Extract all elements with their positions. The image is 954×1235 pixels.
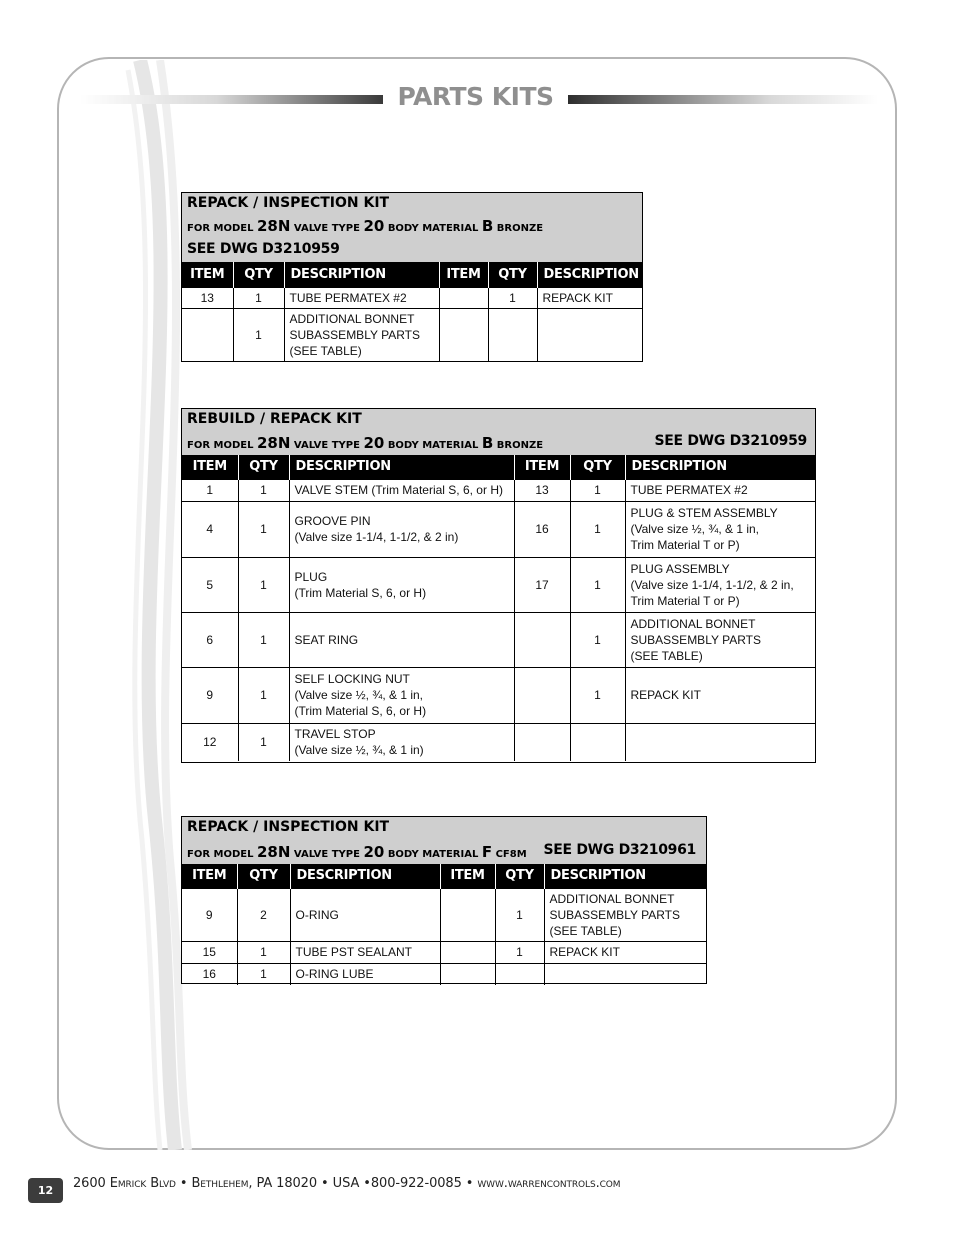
- table-row: [182, 612, 815, 667]
- col-header-description: DESCRIPTION: [537, 262, 642, 287]
- cell-description: [544, 963, 706, 985]
- cell-qty: 1: [570, 612, 625, 667]
- kit-table-repack-inspection-bronze: [181, 192, 643, 362]
- cell-description: [537, 308, 642, 361]
- cell-qty: [495, 963, 544, 985]
- table-header-row: [182, 864, 706, 888]
- cell-description: ADDITIONAL BONNET SUBASSEMBLY PARTS (SEE TABLE): [544, 888, 706, 941]
- cell-item: 12: [182, 723, 238, 761]
- cell-item: [440, 941, 495, 963]
- cell-item: 17: [514, 557, 570, 612]
- cell-item: 5: [182, 557, 238, 612]
- cell-qty: 1: [570, 479, 625, 501]
- cell-qty: [570, 723, 625, 761]
- table-row: [182, 941, 706, 963]
- col-header-qty: QTY: [570, 455, 625, 479]
- cell-description: TRAVEL STOP (Valve size ½, ¾, & 1 in): [289, 723, 514, 761]
- cell-description: PLUG & STEM ASSEMBLY (Valve size ½, ¾, & 1 in, Trim Material T or P): [625, 501, 815, 557]
- kit-header: [182, 409, 815, 455]
- table-row: [182, 888, 706, 941]
- cell-item: [440, 963, 495, 985]
- cell-item: 6: [182, 612, 238, 667]
- cell-qty: 1: [233, 308, 284, 361]
- cell-description: ADDITIONAL BONNET SUBASSEMBLY PARTS (SEE TABLE): [284, 308, 439, 361]
- cell-description: PLUG ASSEMBLY (Valve size 1-1/4, 1-1/2, & 2 in, Trim Material T or P): [625, 557, 815, 612]
- kit-model-line: FOR MODEL 28N VALVE TYPE 20 BODY MATERIAL F CF8M: [187, 843, 527, 861]
- kit-drawing-reference: SEE DWG D3210959: [654, 433, 807, 449]
- page-number-badge: 12: [28, 1178, 63, 1203]
- cell-qty: 1: [570, 667, 625, 723]
- title-bar-right: [568, 95, 878, 104]
- cell-qty: 1: [570, 557, 625, 612]
- cell-qty: 1: [238, 479, 289, 501]
- kit-drawing-reference: SEE DWG D3210961: [543, 842, 696, 858]
- cell-item: [439, 308, 488, 361]
- cell-item: 13: [514, 479, 570, 501]
- table-row: [182, 479, 815, 501]
- col-header-description: DESCRIPTION: [284, 262, 439, 287]
- cell-item: 4: [182, 501, 238, 557]
- col-header-description: DESCRIPTION: [290, 864, 440, 888]
- cell-description: REPACK KIT: [544, 941, 706, 963]
- kit-drawing-reference: SEE DWG D3210959: [187, 241, 340, 257]
- cell-description: [625, 723, 815, 761]
- kit-model-line: FOR MODEL 28N VALVE TYPE 20 BODY MATERIAL B BRONZE: [187, 434, 544, 452]
- cell-description: GROOVE PIN (Valve size 1-1/4, 1-1/2, & 2 in): [289, 501, 514, 557]
- col-header-item: ITEM: [182, 864, 237, 888]
- col-header-qty: QTY: [488, 262, 537, 287]
- title-bar-left: [80, 95, 383, 104]
- cell-item: 9: [182, 667, 238, 723]
- col-header-description: DESCRIPTION: [625, 455, 815, 479]
- col-header-item: ITEM: [182, 262, 233, 287]
- table-header-row: [182, 455, 815, 479]
- cell-item: [514, 612, 570, 667]
- table-row: [182, 308, 642, 361]
- cell-qty: 1: [238, 723, 289, 761]
- cell-item: 13: [182, 287, 233, 308]
- col-header-item: ITEM: [439, 262, 488, 287]
- footer-contact: 2600 Emrick Blvd • Bethlehem, PA 18020 • USA •800-922-0085 • www.warrencontrols.com: [73, 1176, 621, 1191]
- cell-item: 15: [182, 941, 237, 963]
- col-header-description: DESCRIPTION: [289, 455, 514, 479]
- cell-item: [439, 287, 488, 308]
- col-header-description: DESCRIPTION: [544, 864, 706, 888]
- kit-header: [182, 817, 706, 864]
- page-title: PARTS KITS: [397, 82, 554, 111]
- cell-item: [182, 308, 233, 361]
- col-header-item: ITEM: [182, 455, 238, 479]
- cell-qty: 1: [238, 612, 289, 667]
- cell-description: SEAT RING: [289, 612, 514, 667]
- cell-qty: 1: [237, 963, 290, 985]
- cell-qty: 1: [238, 557, 289, 612]
- kit-header: [182, 193, 642, 262]
- cell-description: O-RING: [290, 888, 440, 941]
- cell-qty: 1: [238, 501, 289, 557]
- kit-parts-table: [182, 262, 642, 361]
- table-row: [182, 723, 815, 761]
- cell-item: 16: [182, 963, 237, 985]
- cell-item: [514, 723, 570, 761]
- kit-title: REPACK / INSPECTION KIT: [187, 195, 390, 211]
- cell-item: 1: [182, 479, 238, 501]
- kit-table-repack-inspection-cf8m: [181, 816, 707, 984]
- cell-description: ADDITIONAL BONNET SUBASSEMBLY PARTS (SEE TABLE): [625, 612, 815, 667]
- col-header-item: ITEM: [514, 455, 570, 479]
- table-row: [182, 557, 815, 612]
- cell-qty: 2: [237, 888, 290, 941]
- col-header-qty: QTY: [238, 455, 289, 479]
- cell-description: REPACK KIT: [537, 287, 642, 308]
- col-header-qty: QTY: [237, 864, 290, 888]
- table-row: [182, 287, 642, 308]
- col-header-qty: QTY: [495, 864, 544, 888]
- cell-description: TUBE PERMATEX #2: [625, 479, 815, 501]
- cell-description: REPACK KIT: [625, 667, 815, 723]
- cell-item: [514, 667, 570, 723]
- cell-qty: [488, 308, 537, 361]
- cell-description: TUBE PERMATEX #2: [284, 287, 439, 308]
- kit-parts-table: [182, 455, 815, 761]
- kit-model-line: FOR MODEL 28N VALVE TYPE 20 BODY MATERIAL B BRONZE: [187, 217, 544, 235]
- kit-table-rebuild-repack-bronze: [181, 408, 816, 763]
- table-row: [182, 963, 706, 985]
- cell-qty: 1: [237, 941, 290, 963]
- cell-qty: 1: [238, 667, 289, 723]
- col-header-qty: QTY: [233, 262, 284, 287]
- cell-qty: 1: [495, 941, 544, 963]
- kit-parts-table: [182, 864, 706, 985]
- cell-item: 16: [514, 501, 570, 557]
- table-row: [182, 501, 815, 557]
- table-row: [182, 667, 815, 723]
- cell-item: 9: [182, 888, 237, 941]
- col-header-item: ITEM: [440, 864, 495, 888]
- cell-qty: 1: [495, 888, 544, 941]
- kit-title: REBUILD / REPACK KIT: [187, 411, 362, 427]
- cell-description: SELF LOCKING NUT (Valve size ½, ¾, & 1 in, (Trim Material S, 6, or H): [289, 667, 514, 723]
- kit-title: REPACK / INSPECTION KIT: [187, 819, 390, 835]
- cell-item: [440, 888, 495, 941]
- cell-description: TUBE PST SEALANT: [290, 941, 440, 963]
- cell-description: PLUG (Trim Material S, 6, or H): [289, 557, 514, 612]
- cell-qty: 1: [233, 287, 284, 308]
- cell-qty: 1: [570, 501, 625, 557]
- cell-description: O-RING LUBE: [290, 963, 440, 985]
- cell-description: VALVE STEM (Trim Material S, 6, or H): [289, 479, 514, 501]
- table-header-row: [182, 262, 642, 287]
- cell-qty: 1: [488, 287, 537, 308]
